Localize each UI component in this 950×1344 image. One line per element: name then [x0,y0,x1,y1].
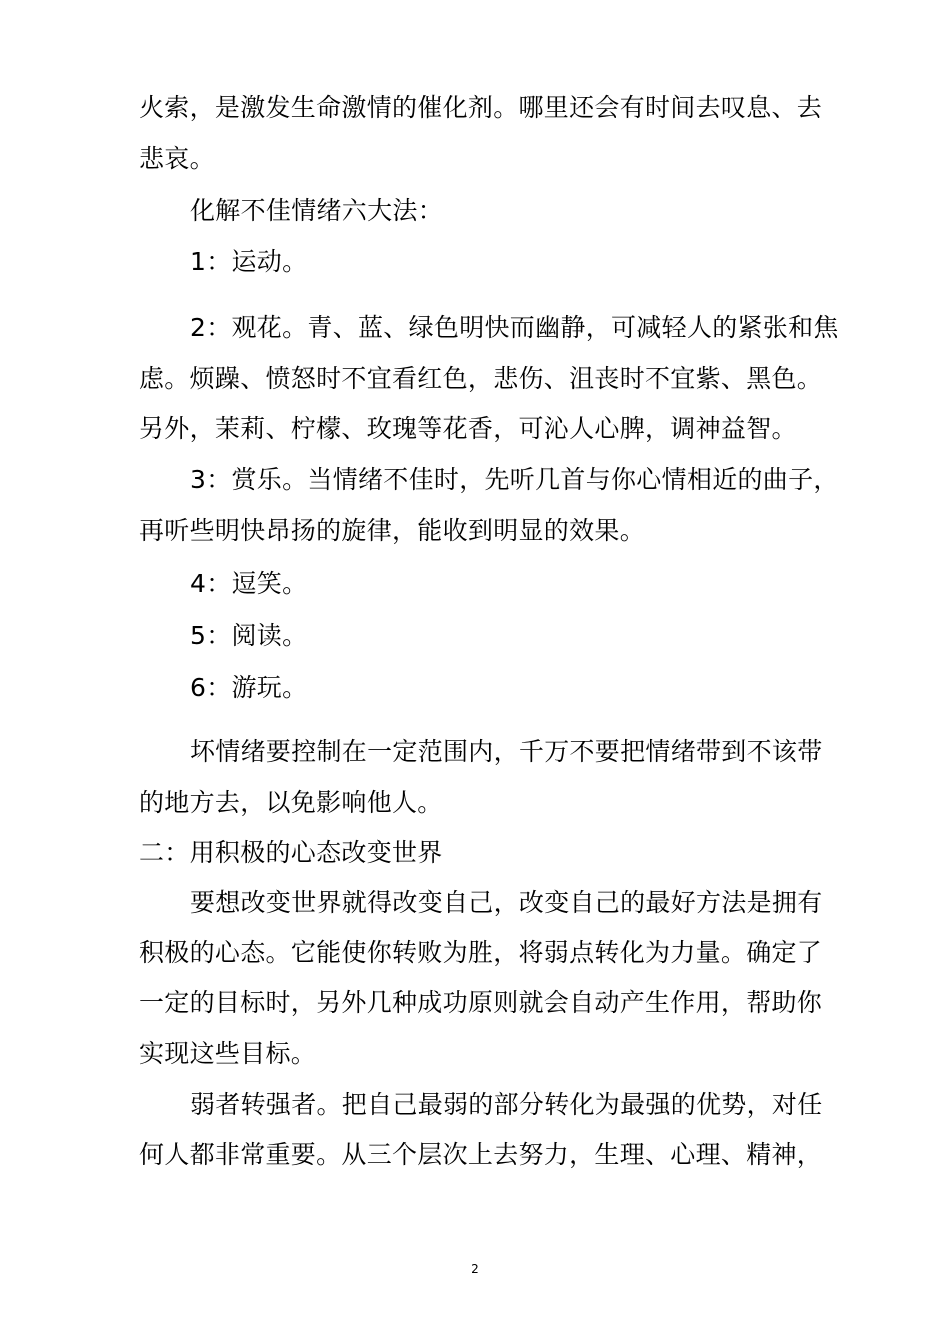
section-heading: 二：用积极的心态改变世界 [139,838,443,867]
paragraph-line: 弱者转强者。把自己最弱的部分转化为最强的优势，对任 [190,1090,823,1119]
list-item: 1：运动。 [190,247,308,276]
paragraph-line: 坏情绪要控制在一定范围内，千万不要把情绪带到不该带 [190,737,823,766]
list-item: 5：阅读。 [190,621,308,650]
list-item: 6：游玩。 [190,673,308,702]
page-number: 2 [471,1262,479,1276]
paragraph-line: 何人都非常重要。从三个层次上去努力，生理、心理、精神， [139,1140,823,1169]
section-intro-line: 化解不佳情绪六大法： [190,196,444,225]
paragraph-line: 实现这些目标。 [139,1039,317,1068]
list-item: 3：赏乐。当情绪不佳时，先听几首与你心情相近的曲子， [190,465,839,494]
paragraph-line: 积极的心态。它能使你转败为胜，将弱点转化为力量。确定了 [139,938,823,967]
paragraph-line: 的地方去，以免影响他人。 [139,788,443,817]
paragraph-line: 虑。烦躁、愤怒时不宜看红色，悲伤、沮丧时不宜紫、黑色。 [139,364,823,393]
list-item: 4：逗笑。 [190,569,308,598]
paragraph-line: 再听些明快昂扬的旋律，能收到明显的效果。 [139,516,646,545]
paragraph-line: 悲哀。 [139,144,215,173]
list-item: 2：观花。青、蓝、绿色明快而幽静，可减轻人的紧张和焦 [190,313,839,342]
paragraph-line: 要想改变世界就得改变自己，改变自己的最好方法是拥有 [190,888,823,917]
paragraph-line: 火索，是激发生命激情的催化剂。哪里还会有时间去叹息、去 [139,93,823,122]
paragraph-line: 另外，茉莉、柠檬、玫瑰等花香，可沁人心脾，调神益智。 [139,414,797,443]
paragraph-line: 一定的目标时，另外几种成功原则就会自动产生作用，帮助你 [139,988,823,1017]
